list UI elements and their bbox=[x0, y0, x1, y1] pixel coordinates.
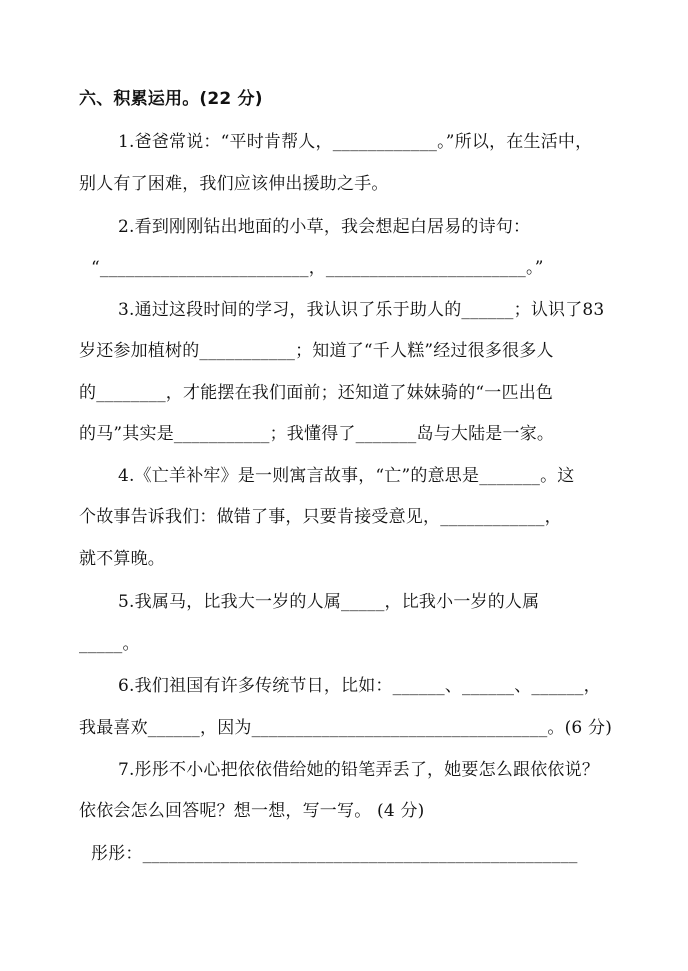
q2-line-2: “________________________，_______________________。” bbox=[91, 258, 544, 278]
q3-line-2: 岁还参加植树的___________；知道了“千人糕”经过很多很多人 bbox=[79, 341, 554, 361]
q4-line-1: 4.《亡羊补牢》是一则寓言故事，“亡”的意思是_______。这 bbox=[118, 466, 575, 486]
q6-line-1: 6.我们祖国有许多传统节日，比如：______、______、______， bbox=[118, 676, 601, 696]
q7-line-2: 依依会怎么回答呢？想一想，写一写。 (4 分) bbox=[79, 801, 425, 821]
q4-line-2: 个故事告诉我们：做错了事，只要肯接受意见，____________， bbox=[79, 507, 562, 527]
q4-line-3: 就不算晚。 bbox=[79, 549, 165, 569]
q5-line-1: 5.我属马，比我大一岁的人属_____，比我小一岁的人属 bbox=[118, 592, 540, 612]
q6-line-2: 我最喜欢______，因为__________________________________。(6 分) bbox=[79, 718, 613, 738]
q2-line-1: 2.看到刚刚钻出地面的小草，我会想起白居易的诗句： bbox=[118, 217, 531, 237]
q3-line-4: 的马”其实是___________；我懂得了_______岛与大陆是一家。 bbox=[79, 424, 555, 444]
section-heading: 六、积累运用。(22 分) bbox=[79, 89, 263, 109]
q5-line-2: _____。 bbox=[79, 634, 140, 654]
q7-answer-tongtong: 彤彤：__________________________________________________ bbox=[91, 844, 578, 864]
q3-line-1: 3.通过这段时间的学习，我认识了乐于助人的______；认识了83 bbox=[118, 300, 605, 320]
q1-line-2: 别人有了困难，我们应该伸出援助之手。 bbox=[79, 174, 389, 194]
q7-line-1: 7.彤彤不小心把依依借给她的铅笔弄丢了，她要怎么跟依依说？ bbox=[118, 760, 600, 780]
q1-line-1: 1.爸爸常说：“平时肯帮人，____________。”所以，在生活中， bbox=[118, 132, 593, 152]
q3-line-3: 的________，才能摆在我们面前；还知道了妹妹骑的“一匹出色 bbox=[79, 383, 554, 403]
